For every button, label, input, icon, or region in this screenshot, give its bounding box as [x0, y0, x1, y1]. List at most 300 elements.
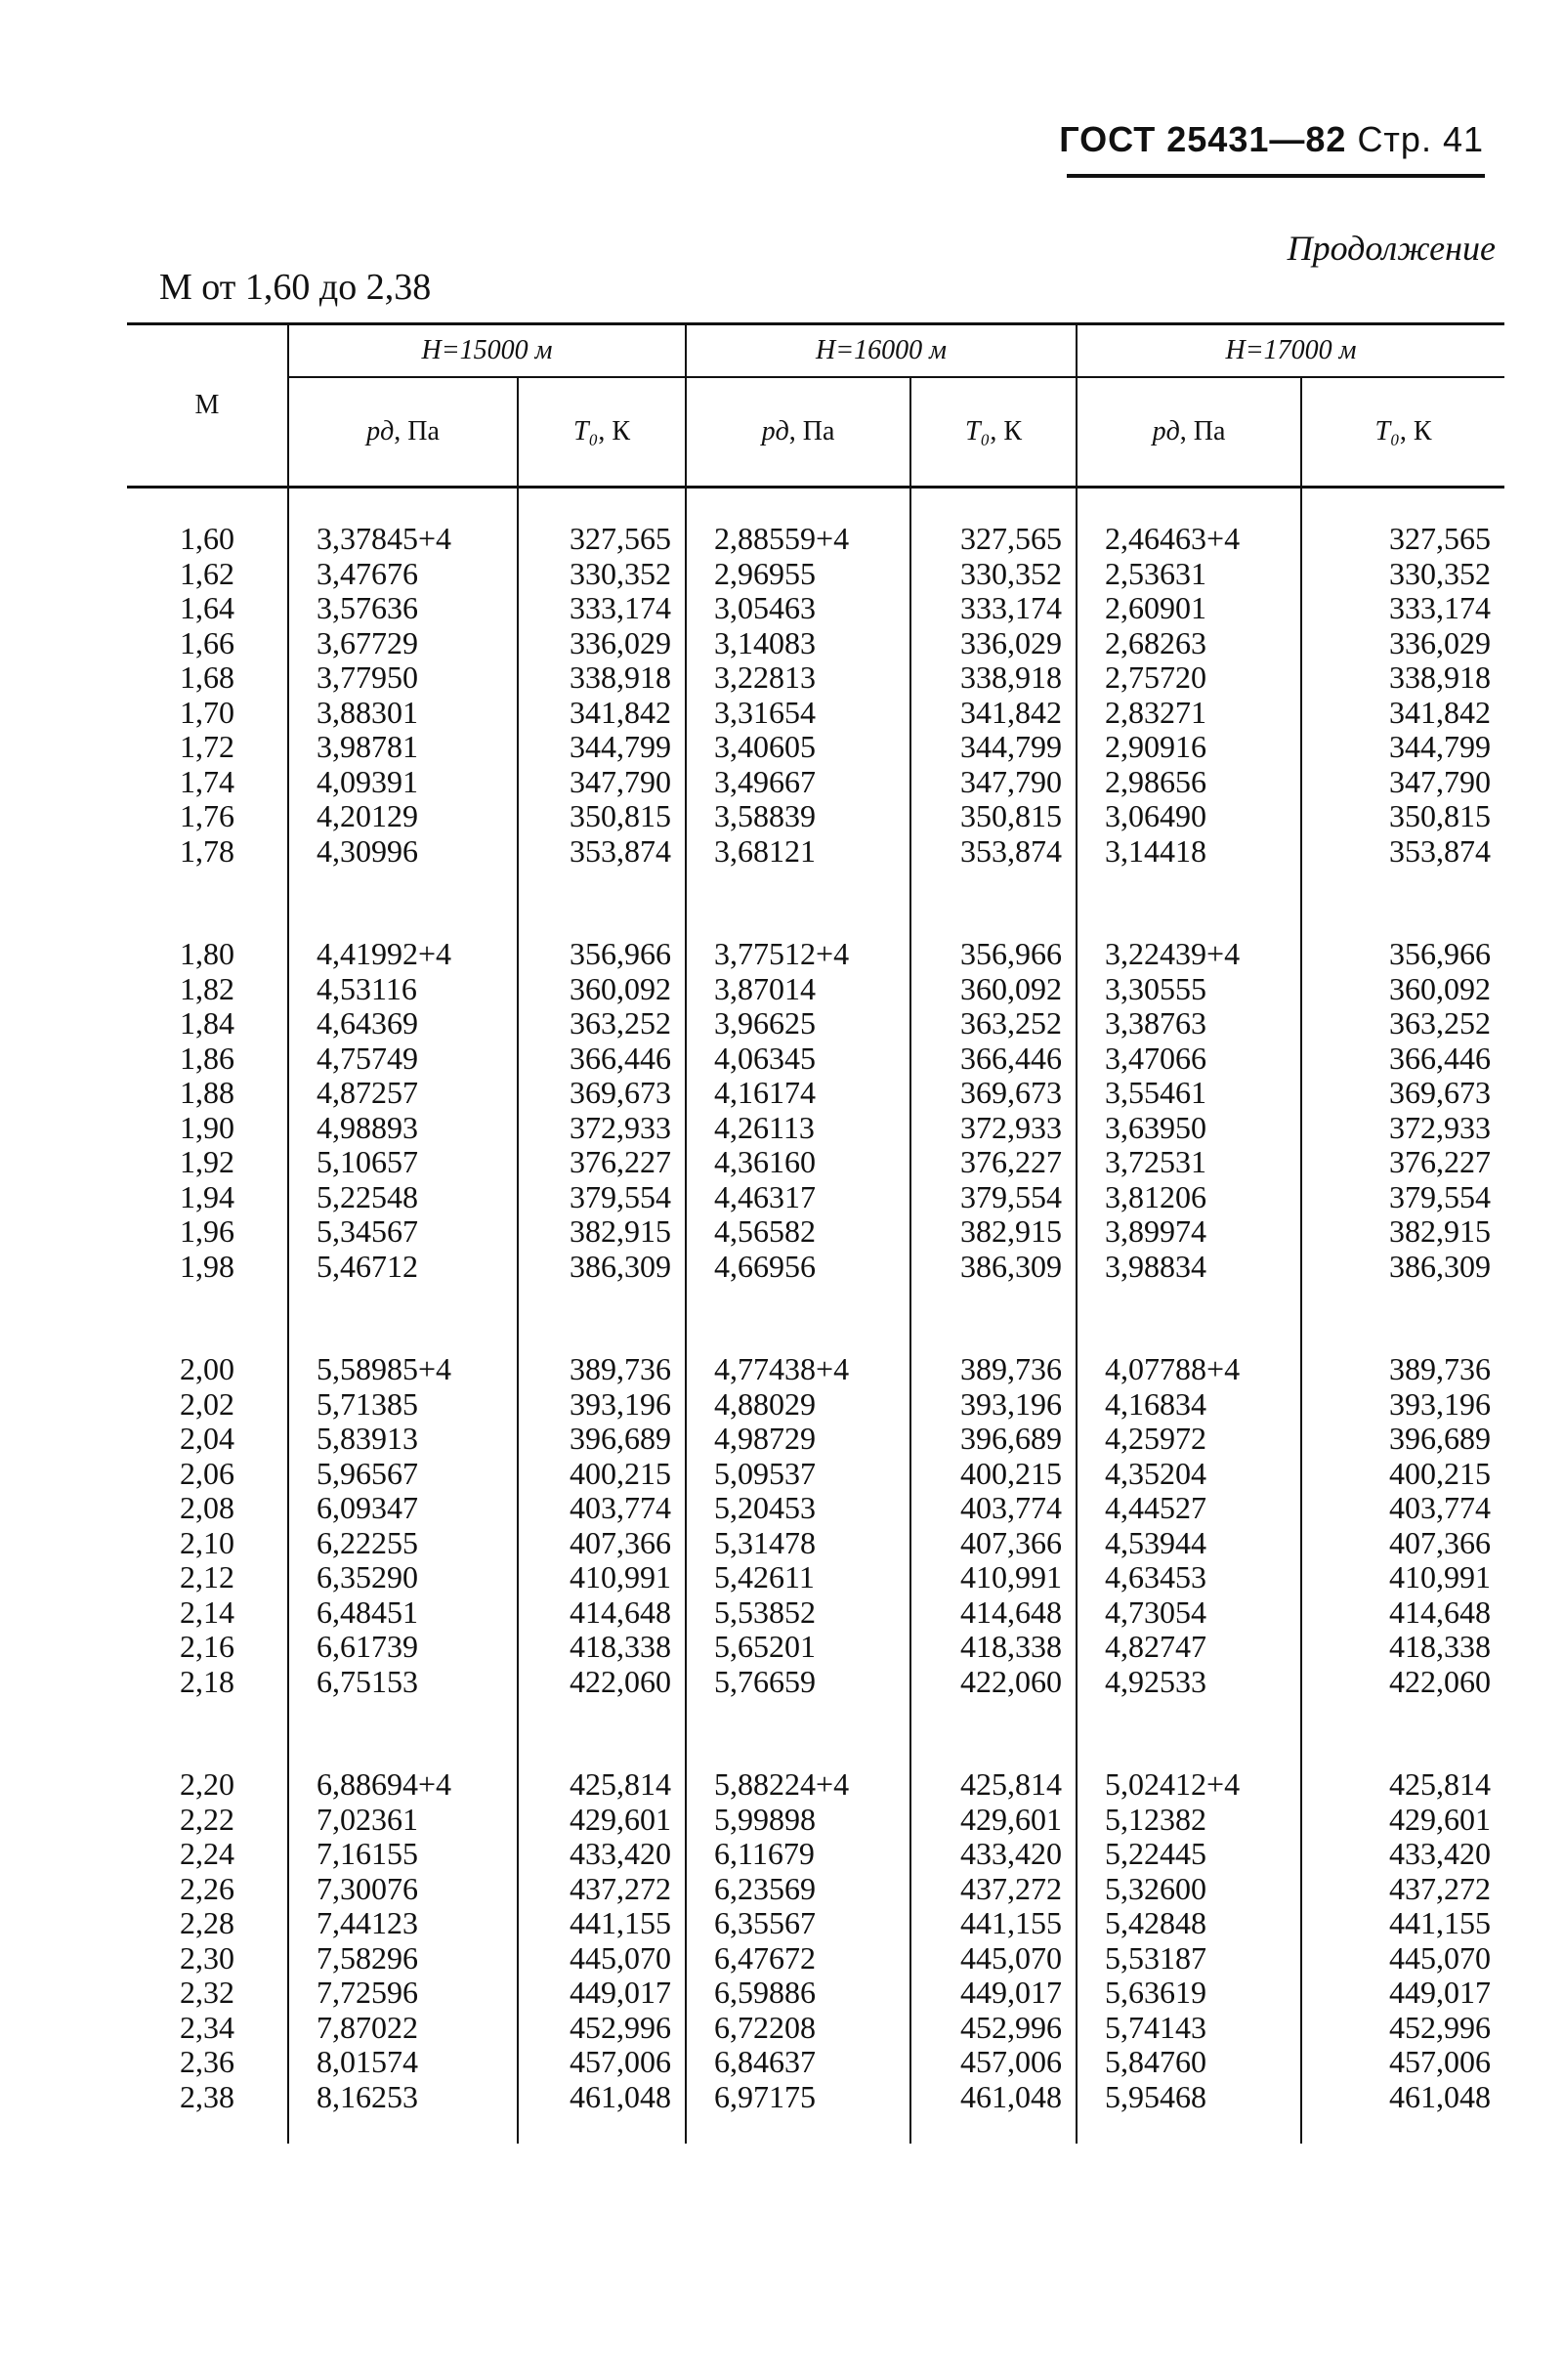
temperature-cell: 425,814	[518, 1699, 686, 1803]
header-temperature-unit: К	[612, 416, 630, 446]
temperature-cell: 452,996	[910, 2011, 1077, 2046]
header-pressure-unit: Па	[407, 416, 440, 446]
pressure-cell: 3,31654	[686, 696, 910, 731]
header-pressure-unit: Па	[1193, 416, 1226, 446]
temperature-cell: 369,673	[518, 1076, 686, 1111]
mach-cell: 1,82	[180, 970, 234, 1006]
pressure-cell: 5,22548	[288, 1180, 518, 1215]
pressure-cell: 2,68263	[1077, 626, 1301, 661]
temperature-cell: 414,648	[518, 1595, 686, 1631]
table-row	[127, 1872, 1504, 1907]
pressure-cell: 5,71385	[288, 1387, 518, 1423]
data-table	[127, 322, 1504, 2144]
pressure-cell: 7,58296	[288, 1941, 518, 1976]
table-row	[127, 1595, 1504, 1631]
pressure-cell: 5,34567	[288, 1214, 518, 1250]
spacer-cell	[910, 2114, 1077, 2144]
header-mach: М	[127, 324, 288, 488]
table-row	[127, 972, 1504, 1007]
header-altitude-15000: H=15000 м	[288, 324, 686, 378]
pressure-cell: 6,35567	[686, 1906, 910, 1941]
page-number: Стр. 41	[1357, 119, 1484, 159]
temperature-cell: 338,918	[518, 660, 686, 696]
pressure-cell: 2,60901	[1077, 591, 1301, 626]
temperature-cell: 376,227	[1301, 1145, 1504, 1180]
header-altitude-16000: H=16000 м	[686, 324, 1077, 378]
pressure-cell: 6,72208	[686, 2011, 910, 2046]
pressure-cell: 3,63950	[1077, 1111, 1301, 1146]
pressure-cell: 6,11679	[686, 1837, 910, 1872]
pressure-cell: 7,44123	[288, 1906, 518, 1941]
temperature-cell: 403,774	[910, 1491, 1077, 1526]
pressure-cell: 4,98893	[288, 1111, 518, 1146]
mach-cell: 1,80	[180, 936, 234, 971]
spacer-cell	[127, 2114, 288, 2144]
temperature-cell: 396,689	[910, 1422, 1077, 1457]
temperature-cell: 327,565	[1301, 488, 1504, 557]
pressure-cell: 4,35204	[1077, 1457, 1301, 1492]
table-row	[127, 1491, 1504, 1526]
temperature-cell: 336,029	[518, 626, 686, 661]
mach-cell: 1,92	[180, 1144, 234, 1179]
table-row	[127, 1457, 1504, 1492]
pressure-cell: 5,53852	[686, 1595, 910, 1631]
pressure-cell: 4,30996	[288, 834, 518, 870]
pressure-cell: 2,53631	[1077, 557, 1301, 592]
pressure-cell: 3,14083	[686, 626, 910, 661]
temperature-cell: 461,048	[1301, 2080, 1504, 2115]
mach-cell: 2,14	[180, 1594, 234, 1630]
mach-cell: 2,18	[180, 1663, 234, 1699]
mach-cell: 2,00	[180, 1351, 234, 1386]
pressure-cell: 3,67729	[288, 626, 518, 661]
spacer-cell	[288, 2114, 518, 2144]
pressure-cell: 6,35290	[288, 1560, 518, 1595]
temperature-cell: 403,774	[518, 1491, 686, 1526]
pressure-cell: 3,47066	[1077, 1041, 1301, 1077]
temperature-cell: 414,648	[910, 1595, 1077, 1631]
temperature-cell: 433,420	[1301, 1837, 1504, 1872]
pressure-cell: 3,77950	[288, 660, 518, 696]
table-row	[127, 1906, 1504, 1941]
pressure-cell: 2,88559+4	[686, 488, 910, 557]
mach-cell: 2,20	[180, 1766, 234, 1802]
pressure-cell: 7,16155	[288, 1837, 518, 1872]
pressure-cell: 3,47676	[288, 557, 518, 592]
pressure-cell: 3,49667	[686, 765, 910, 800]
temperature-cell: 407,366	[1301, 1526, 1504, 1561]
table-row	[127, 1076, 1504, 1111]
mach-cell: 2,10	[180, 1524, 234, 1560]
table-row	[127, 660, 1504, 696]
table-row	[127, 869, 1504, 972]
temperature-cell: 461,048	[910, 2080, 1077, 2115]
pressure-cell: 3,57636	[288, 591, 518, 626]
pressure-cell: 6,61739	[288, 1630, 518, 1665]
pressure-cell: 4,82747	[1077, 1630, 1301, 1665]
temperature-cell: 369,673	[910, 1076, 1077, 1111]
pressure-cell: 3,96625	[686, 1006, 910, 1041]
temperature-cell: 422,060	[518, 1665, 686, 1700]
header-temperature-unit: К	[1413, 416, 1432, 446]
pressure-cell: 4,87257	[288, 1076, 518, 1111]
header-temperature: T₀, К	[1301, 377, 1504, 488]
temperature-cell: 386,309	[518, 1250, 686, 1285]
temperature-cell: 333,174	[518, 591, 686, 626]
temperature-cell: 347,790	[910, 765, 1077, 800]
mach-cell: 1,78	[180, 832, 234, 869]
temperature-cell: 386,309	[1301, 1250, 1504, 1285]
temperature-cell: 338,918	[910, 660, 1077, 696]
temperature-cell: 407,366	[518, 1526, 686, 1561]
pressure-cell: 5,53187	[1077, 1941, 1301, 1976]
pressure-cell: 4,53944	[1077, 1526, 1301, 1561]
mach-cell: 2,24	[180, 1836, 234, 1871]
pressure-cell: 4,26113	[686, 1111, 910, 1146]
pressure-cell: 3,22813	[686, 660, 910, 696]
temperature-cell: 336,029	[1301, 626, 1504, 661]
header-rule	[1067, 174, 1485, 178]
temperature-cell: 410,991	[518, 1560, 686, 1595]
standard-number: ГОСТ 25431—82	[1059, 119, 1347, 159]
pressure-cell: 3,37845+4	[288, 488, 518, 557]
temperature-cell: 389,736	[518, 1284, 686, 1387]
pressure-cell: 7,87022	[288, 2011, 518, 2046]
pressure-cell: 4,56582	[686, 1214, 910, 1250]
temperature-cell: 418,338	[1301, 1630, 1504, 1665]
pressure-cell: 6,84637	[686, 2045, 910, 2080]
pressure-cell: 4,20129	[288, 799, 518, 834]
temperature-cell: 356,966	[1301, 869, 1504, 972]
pressure-cell: 2,90916	[1077, 730, 1301, 765]
temperature-cell: 425,814	[910, 1699, 1077, 1803]
temperature-cell: 333,174	[1301, 591, 1504, 626]
mach-cell: 1,60	[180, 521, 234, 556]
temperature-cell: 366,446	[1301, 1041, 1504, 1077]
temperature-cell: 449,017	[910, 1976, 1077, 2011]
temperature-cell: 433,420	[910, 1837, 1077, 1872]
pressure-cell: 5,58985+4	[288, 1284, 518, 1387]
pressure-cell: 2,98656	[1077, 765, 1301, 800]
pressure-cell: 4,16834	[1077, 1387, 1301, 1423]
continuation-label: Продолжение	[1287, 229, 1496, 268]
mach-cell: 1,66	[180, 624, 234, 660]
pressure-cell: 6,47672	[686, 1941, 910, 1976]
table-row	[127, 1837, 1504, 1872]
pressure-cell: 5,96567	[288, 1457, 518, 1492]
pressure-cell: 4,92533	[1077, 1665, 1301, 1700]
table-row	[127, 1976, 1504, 2011]
pressure-cell: 7,30076	[288, 1872, 518, 1907]
pressure-cell: 3,72531	[1077, 1145, 1301, 1180]
mach-cell: 1,72	[180, 729, 234, 764]
temperature-cell: 457,006	[518, 2045, 686, 2080]
temperature-cell: 344,799	[910, 730, 1077, 765]
temperature-cell: 410,991	[910, 1560, 1077, 1595]
temperature-cell: 360,092	[910, 972, 1077, 1007]
spacer-cell	[518, 2114, 686, 2144]
table-row	[127, 1803, 1504, 1838]
pressure-cell: 3,77512+4	[686, 869, 910, 972]
temperature-cell: 393,196	[1301, 1387, 1504, 1423]
temperature-cell: 360,092	[1301, 972, 1504, 1007]
page-header	[1059, 119, 1484, 160]
mach-cell: 1,84	[180, 1005, 234, 1041]
table-row	[127, 557, 1504, 592]
temperature-cell: 441,155	[1301, 1906, 1504, 1941]
temperature-cell: 366,446	[910, 1041, 1077, 1077]
mach-cell: 1,88	[180, 1075, 234, 1110]
pressure-cell: 4,77438+4	[686, 1284, 910, 1387]
table-row	[127, 696, 1504, 731]
header-pressure-symbol: pд	[761, 416, 789, 446]
table-row	[127, 2011, 1504, 2046]
temperature-cell: 422,060	[910, 1665, 1077, 1700]
temperature-cell: 445,070	[1301, 1941, 1504, 1976]
pressure-cell: 5,09537	[686, 1457, 910, 1492]
table-row	[127, 799, 1504, 834]
header-temperature-symbol: T₀	[1374, 416, 1400, 446]
temperature-cell: 400,215	[518, 1457, 686, 1492]
temperature-cell: 452,996	[518, 2011, 686, 2046]
pressure-cell: 4,46317	[686, 1180, 910, 1215]
temperature-cell: 333,174	[910, 591, 1077, 626]
temperature-cell: 344,799	[1301, 730, 1504, 765]
table-row	[127, 1284, 1504, 1387]
pressure-cell: 3,98834	[1077, 1250, 1301, 1285]
header-temperature-symbol: T₀	[573, 416, 599, 446]
pressure-cell: 4,53116	[288, 972, 518, 1007]
pressure-cell: 6,09347	[288, 1491, 518, 1526]
pressure-cell: 5,83913	[288, 1422, 518, 1457]
temperature-cell: 360,092	[518, 972, 686, 1007]
mach-cell: 1,94	[180, 1178, 234, 1214]
header-temperature: T₀, К	[910, 377, 1077, 488]
pressure-cell: 3,30555	[1077, 972, 1301, 1007]
pressure-cell: 4,41992+4	[288, 869, 518, 972]
pressure-cell: 5,31478	[686, 1526, 910, 1561]
pressure-cell: 3,05463	[686, 591, 910, 626]
header-pressure-symbol: pд	[1152, 416, 1180, 446]
mach-cell: 2,12	[180, 1559, 234, 1594]
header-temperature-unit: К	[1003, 416, 1023, 446]
table-row	[127, 2080, 1504, 2115]
temperature-cell: 327,565	[518, 488, 686, 557]
table-bottom-spacer	[127, 2114, 1504, 2144]
temperature-cell: 445,070	[518, 1941, 686, 1976]
pressure-cell: 3,88301	[288, 696, 518, 731]
temperature-cell: 372,933	[1301, 1111, 1504, 1146]
mach-cell: 2,16	[180, 1629, 234, 1664]
pressure-cell: 4,16174	[686, 1076, 910, 1111]
pressure-cell: 5,99898	[686, 1803, 910, 1838]
pressure-cell: 3,40605	[686, 730, 910, 765]
temperature-cell: 366,446	[518, 1041, 686, 1077]
mach-cell: 2,04	[180, 1421, 234, 1456]
temperature-cell: 429,601	[910, 1803, 1077, 1838]
pressure-cell: 6,23569	[686, 1872, 910, 1907]
pressure-cell: 3,87014	[686, 972, 910, 1007]
pressure-cell: 2,96955	[686, 557, 910, 592]
temperature-cell: 376,227	[910, 1145, 1077, 1180]
mach-cell: 2,32	[180, 1975, 234, 2010]
temperature-cell: 441,155	[910, 1906, 1077, 1941]
temperature-cell: 396,689	[518, 1422, 686, 1457]
header-pressure-unit: Па	[802, 416, 835, 446]
mach-cell: 1,98	[180, 1248, 234, 1284]
pressure-cell: 5,02412+4	[1077, 1699, 1301, 1803]
pressure-cell: 4,98729	[686, 1422, 910, 1457]
pressure-cell: 5,32600	[1077, 1872, 1301, 1907]
mach-cell: 2,08	[180, 1490, 234, 1525]
temperature-cell: 338,918	[1301, 660, 1504, 696]
pressure-cell: 3,22439+4	[1077, 869, 1301, 972]
temperature-cell: 356,966	[910, 869, 1077, 972]
temperature-cell: 418,338	[518, 1630, 686, 1665]
header-temperature: T₀, К	[518, 377, 686, 488]
header-pressure: pд, Па	[288, 377, 518, 488]
table-row	[127, 1387, 1504, 1423]
temperature-cell: 382,915	[1301, 1214, 1504, 1250]
temperature-cell: 379,554	[518, 1180, 686, 1215]
pressure-cell: 2,75720	[1077, 660, 1301, 696]
temperature-cell: 437,272	[910, 1872, 1077, 1907]
mach-cell: 2,36	[180, 2044, 234, 2079]
temperature-cell: 396,689	[1301, 1422, 1504, 1457]
pressure-cell: 6,22255	[288, 1526, 518, 1561]
pressure-cell: 5,42611	[686, 1560, 910, 1595]
temperature-cell: 350,815	[910, 799, 1077, 834]
temperature-cell: 403,774	[1301, 1491, 1504, 1526]
pressure-cell: 4,06345	[686, 1041, 910, 1077]
pressure-cell: 5,74143	[1077, 2011, 1301, 2046]
temperature-cell: 330,352	[910, 557, 1077, 592]
mach-cell: 1,70	[180, 694, 234, 730]
mach-cell: 1,68	[180, 659, 234, 695]
temperature-cell: 372,933	[518, 1111, 686, 1146]
temperature-cell: 400,215	[1301, 1457, 1504, 1492]
table-row	[127, 1422, 1504, 1457]
table-row	[127, 1941, 1504, 1976]
temperature-cell: 327,565	[910, 488, 1077, 557]
range-label: М от 1,60 до 2,38	[159, 267, 432, 308]
spacer-cell	[686, 2114, 910, 2144]
mach-cell: 2,28	[180, 1905, 234, 1940]
temperature-cell: 400,215	[910, 1457, 1077, 1492]
mach-cell: 2,02	[180, 1385, 234, 1422]
temperature-cell: 341,842	[910, 696, 1077, 731]
mach-cell: 1,96	[180, 1213, 234, 1249]
temperature-cell: 407,366	[910, 1526, 1077, 1561]
temperature-cell: 457,006	[910, 2045, 1077, 2080]
temperature-cell: 449,017	[518, 1976, 686, 2011]
mach-cell: 2,22	[180, 1801, 234, 1837]
header-pressure-symbol: pд	[366, 416, 395, 446]
temperature-cell: 363,252	[1301, 1006, 1504, 1041]
table-row	[127, 1180, 1504, 1215]
temperature-cell: 452,996	[1301, 2011, 1504, 2046]
pressure-cell: 6,97175	[686, 2080, 910, 2115]
pressure-cell: 5,10657	[288, 1145, 518, 1180]
pressure-cell: 2,83271	[1077, 696, 1301, 731]
pressure-cell: 3,68121	[686, 834, 910, 870]
temperature-cell: 350,815	[518, 799, 686, 834]
table-row	[127, 1006, 1504, 1041]
header-altitude-17000: H=17000 м	[1077, 324, 1504, 378]
temperature-cell: 382,915	[910, 1214, 1077, 1250]
pressure-cell: 5,88224+4	[686, 1699, 910, 1803]
temperature-cell: 445,070	[910, 1941, 1077, 1976]
table-row	[127, 2045, 1504, 2080]
temperature-cell: 344,799	[518, 730, 686, 765]
header-pressure: pд, Па	[1077, 377, 1301, 488]
temperature-cell: 330,352	[1301, 557, 1504, 592]
table-body	[127, 488, 1504, 2145]
mach-cell: 2,06	[180, 1455, 234, 1491]
temperature-cell: 437,272	[518, 1872, 686, 1907]
mach-cell: 2,34	[180, 2009, 234, 2045]
table-row	[127, 626, 1504, 661]
table-row	[127, 834, 1504, 870]
temperature-cell: 363,252	[518, 1006, 686, 1041]
table-row	[127, 1699, 1504, 1803]
temperature-cell: 414,648	[1301, 1595, 1504, 1631]
pressure-cell: 5,22445	[1077, 1837, 1301, 1872]
pressure-cell: 3,98781	[288, 730, 518, 765]
pressure-cell: 6,75153	[288, 1665, 518, 1700]
temperature-cell: 347,790	[1301, 765, 1504, 800]
temperature-cell: 379,554	[910, 1180, 1077, 1215]
temperature-cell: 341,842	[518, 696, 686, 731]
temperature-cell: 363,252	[910, 1006, 1077, 1041]
mach-cell: 1,62	[180, 555, 234, 591]
pressure-cell: 6,59886	[686, 1976, 910, 2011]
table-row	[127, 1250, 1504, 1285]
table-row	[127, 591, 1504, 626]
temperature-cell: 429,601	[518, 1803, 686, 1838]
pressure-cell: 5,12382	[1077, 1803, 1301, 1838]
mach-cell: 2,26	[180, 1870, 234, 1906]
temperature-cell: 386,309	[910, 1250, 1077, 1285]
pressure-cell: 5,42848	[1077, 1906, 1301, 1941]
temperature-cell: 429,601	[1301, 1803, 1504, 1838]
temperature-cell: 353,874	[1301, 834, 1504, 870]
pressure-cell: 6,88694+4	[288, 1699, 518, 1803]
pressure-cell: 4,44527	[1077, 1491, 1301, 1526]
temperature-cell: 376,227	[518, 1145, 686, 1180]
table-row	[127, 1560, 1504, 1595]
temperature-cell: 449,017	[1301, 1976, 1504, 2011]
pressure-cell: 4,64369	[288, 1006, 518, 1041]
pressure-cell: 4,36160	[686, 1145, 910, 1180]
pressure-cell: 3,38763	[1077, 1006, 1301, 1041]
temperature-cell: 437,272	[1301, 1872, 1504, 1907]
pressure-cell: 4,25972	[1077, 1422, 1301, 1457]
pressure-cell: 3,81206	[1077, 1180, 1301, 1215]
table-row	[127, 1214, 1504, 1250]
mach-cell: 2,30	[180, 1939, 234, 1976]
temperature-cell: 350,815	[1301, 799, 1504, 834]
temperature-cell: 441,155	[518, 1906, 686, 1941]
pressure-cell: 4,63453	[1077, 1560, 1301, 1595]
table-row	[127, 1111, 1504, 1146]
table-row	[127, 730, 1504, 765]
pressure-cell: 4,09391	[288, 765, 518, 800]
temperature-cell: 382,915	[518, 1214, 686, 1250]
pressure-cell: 5,20453	[686, 1491, 910, 1526]
table-row	[127, 765, 1504, 800]
pressure-cell: 3,14418	[1077, 834, 1301, 870]
